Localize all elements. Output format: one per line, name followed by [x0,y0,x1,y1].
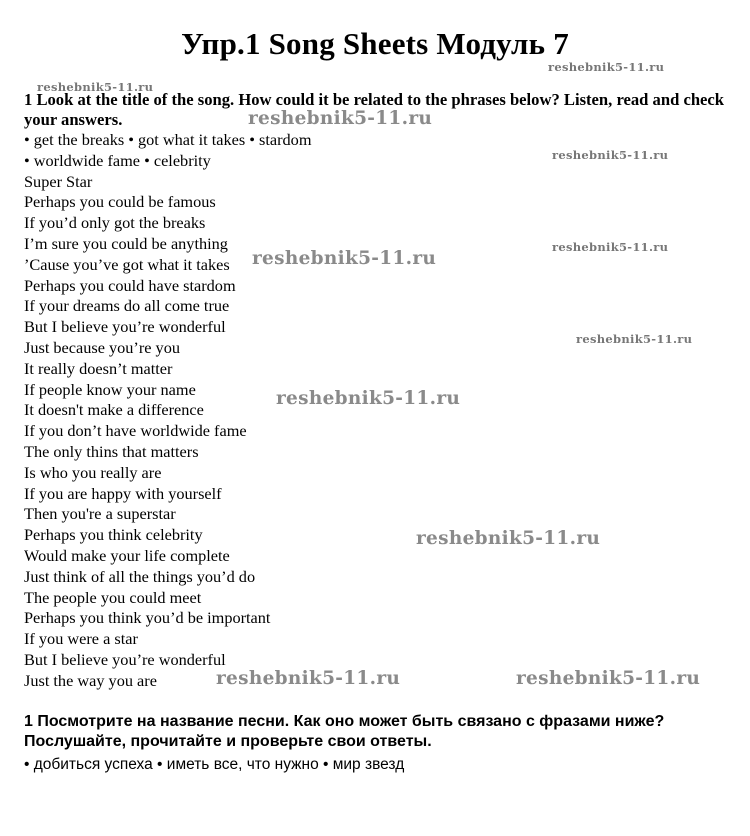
lyric-line: Just because you’re you [24,337,180,357]
watermark: reshebnik5-11.ru [552,240,669,254]
lyric-line: If people know your name [24,379,196,399]
lyric-line: Just think of all the things you’d do [24,566,256,586]
song-lyrics [24,130,311,692]
lyric-line: It doesn't make a difference [24,400,204,420]
lyric-line: The people you could meet [24,587,202,607]
watermark: reshebnik5-11.ru [516,668,701,689]
lyric-line: If you’d only got the breaks [24,213,206,233]
song-title: Super Star [24,171,93,191]
lyric-line: I’m sure you could be anything [24,233,228,253]
watermark: reshebnik5-11.ru [552,148,669,162]
exercise-ru-block [24,712,736,776]
lyric-line: Would make your life complete [24,545,230,565]
lyric-line: Then you're a superstar [24,504,176,524]
lyric-line: The only thins that matters [24,441,199,461]
lyric-line: Perhaps you could be famous [24,192,216,212]
phrases-ru: • добиться успеха • иметь все, что нужно • мир звезд [24,756,405,773]
exercise-instruction-ru: 1 Посмотрите на название песни. Как оно может быть связано с фразами ниже? Послушайте, прочитайте и проверьте свои ответы. [24,713,665,750]
exercise-instruction-en: 1 Look at the title of the song. How could it be related to the phrases below? Listen, read and check your answers. [24,90,724,129]
lyric-line: If you don’t have worldwide fame [24,421,247,441]
lyric-line: Perhaps you could have stardom [24,275,236,295]
lyric-line: If you were a star [24,629,138,649]
watermark: reshebnik5-11.ru [216,668,401,689]
lyric-line: But I believe you’re wonderful [24,649,226,669]
watermark: reshebnik5-11.ru [548,60,665,74]
lyric-line: But I believe you’re wonderful [24,317,226,337]
watermark: reshebnik5-11.ru [416,528,601,549]
lyric-line: If your dreams do all come true [24,296,230,316]
page-title: Упр.1 Song Sheets Модуль 7 [181,26,569,61]
lyric-line: Is who you really are [24,462,162,482]
lyric-line: It really doesn’t matter [24,358,173,378]
watermark: reshebnik5-11.ru [37,80,154,94]
lyric-line: ’Cause you’ve got what it takes [24,254,230,274]
watermark: reshebnik5-11.ru [576,332,693,346]
phrase-line: • get the breaks • got what it takes • stardom [24,130,312,149]
watermark: reshebnik5-11.ru [248,108,433,129]
lyric-line: Perhaps you think celebrity [24,525,203,545]
lyric-line: Just the way you are [24,670,157,690]
lyric-line: If you are happy with yourself [24,483,222,503]
watermark: reshebnik5-11.ru [276,388,461,409]
phrase-line: • worldwide fame • celebrity [24,150,211,170]
watermark: reshebnik5-11.ru [252,248,437,269]
lyric-line: Perhaps you think you’d be important [24,608,271,628]
